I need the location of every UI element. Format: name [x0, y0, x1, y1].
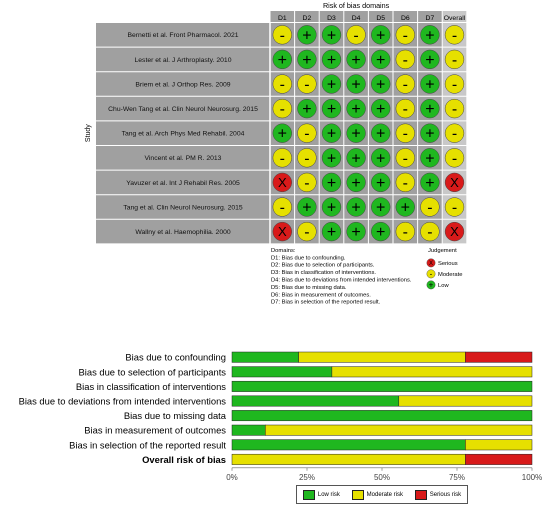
category-label: Bias due to deviations from intended interventions — [18, 395, 226, 407]
judgement-symbol: - — [304, 224, 310, 242]
judgement-symbol: - — [427, 199, 433, 217]
judgement-symbol: + — [326, 199, 337, 217]
x-tick-label: 75% — [448, 472, 466, 482]
judgement-symbol: + — [425, 150, 435, 168]
bar-segment-low — [232, 425, 265, 435]
judgement-symbol: + — [351, 76, 361, 94]
legend-swatch-low — [303, 490, 315, 500]
domains-title: Risk of bias domains — [322, 1, 390, 10]
legend-item-serious — [415, 490, 461, 500]
judgement-symbol: + — [351, 125, 361, 143]
judgement-symbol: - — [451, 101, 458, 119]
judgement-legend-symbol: X — [428, 260, 434, 267]
judgement-symbol: - — [279, 27, 285, 45]
bar-segment-moderate — [399, 396, 532, 406]
judgement-symbol: + — [302, 51, 312, 69]
judgement-symbol: + — [326, 174, 337, 192]
judgement-symbol: - — [451, 125, 458, 143]
judgement-symbol: + — [351, 101, 361, 119]
column-header: Overall — [443, 15, 466, 22]
judgement-legend-symbol: - — [429, 269, 433, 279]
judgement-symbol: + — [351, 51, 361, 69]
domain-list-item: D6: Bias in measurement of outcomes. — [271, 292, 371, 299]
judgement-legend-label: Serious — [438, 260, 458, 267]
judgement-symbol: + — [425, 174, 435, 192]
study-axis-label: Study — [85, 124, 92, 143]
legend-item-low — [303, 490, 340, 500]
x-tick-label: 25% — [298, 472, 316, 482]
legend-label-serious: Serious risk — [429, 491, 462, 498]
judgement-symbol: X — [277, 224, 287, 240]
category-label: Bias in selection of the reported result — [69, 439, 226, 451]
column-header: D7 — [425, 15, 435, 22]
judgement-symbol: + — [400, 199, 410, 217]
judgement-symbol: + — [351, 199, 361, 217]
judgement-symbol: - — [427, 224, 433, 242]
study-label: Chu-Wen Tang et al. Clin Neurol Neurosurg. 2015 — [108, 106, 258, 113]
judgement-symbol: + — [302, 199, 312, 217]
judgement-symbol: - — [402, 101, 408, 119]
judgement-symbol: + — [376, 51, 386, 69]
bar-segment-serious — [465, 352, 532, 362]
column-header: D4 — [351, 15, 361, 22]
judgement-symbol: + — [376, 174, 386, 192]
domain-list-item: D1: Bias due to confounding. — [271, 255, 346, 262]
judgement-symbol: - — [451, 51, 458, 69]
judgement-symbol: + — [425, 76, 435, 94]
judgement-symbol: - — [402, 224, 408, 242]
judgement-symbol: + — [351, 224, 361, 242]
judgement-legend-label: Moderate — [438, 271, 463, 278]
domain-list-title: Domains: — [271, 247, 296, 254]
category-label: Bias in classification of interventions — [75, 380, 226, 392]
judgement-symbol: + — [351, 150, 361, 168]
judgement-symbol: - — [451, 199, 458, 217]
judgement-symbol: - — [451, 150, 458, 168]
judgement-legend-label: Low — [438, 282, 449, 289]
x-tick-label: 50% — [373, 472, 391, 482]
bar-segment-moderate — [465, 440, 532, 450]
category-label: Overall risk of bias — [142, 453, 226, 465]
summary-bar-chart — [0, 330, 550, 485]
judgement-symbol: - — [402, 51, 408, 69]
bar-segment-low — [232, 396, 399, 406]
judgement-symbol: + — [425, 27, 435, 45]
judgement-symbol: + — [425, 125, 435, 143]
legend-swatch-moderate — [352, 490, 364, 500]
judgement-symbol: + — [376, 76, 386, 94]
bar-segment-moderate — [265, 425, 532, 435]
study-label: Bernetti et al. Front Pharmacol. 2021 — [127, 32, 239, 40]
study-label: Tang et al. Clin Neurol Neurosurg. 2015 — [123, 204, 243, 212]
judgement-symbol: + — [326, 101, 337, 119]
judgement-symbol: + — [326, 27, 337, 45]
judgement-symbol: - — [402, 150, 408, 168]
bar-segment-low — [232, 367, 332, 377]
column-header: D2 — [302, 15, 312, 22]
column-header: D6 — [400, 15, 410, 22]
bar-segment-moderate — [232, 454, 465, 464]
judgement-legend-symbol: + — [428, 280, 434, 290]
judgement-symbol: - — [304, 125, 310, 143]
judgement-symbol: - — [451, 27, 458, 45]
judgement-symbol: + — [376, 224, 386, 242]
judgement-symbol: + — [326, 224, 337, 242]
judgement-symbol: + — [326, 150, 337, 168]
judgement-symbol: - — [402, 125, 408, 143]
judgement-symbol: + — [326, 76, 337, 94]
judgement-symbol: + — [302, 27, 312, 45]
judgement-legend-title: Judgement — [428, 247, 457, 254]
legend-item-moderate — [352, 490, 403, 500]
judgement-symbol: - — [304, 150, 310, 168]
category-label: Bias in measurement of outcomes — [84, 424, 226, 436]
bar-segment-low — [232, 381, 532, 391]
judgement-symbol: - — [353, 27, 359, 45]
category-label: Bias due to missing data — [123, 410, 226, 422]
judgement-symbol: + — [425, 101, 435, 119]
judgement-symbol: + — [376, 199, 386, 217]
legend-swatch-serious — [415, 490, 427, 500]
domain-list-item: D5: Bias due to missing data. — [271, 284, 347, 291]
judgement-symbol: - — [304, 174, 310, 192]
study-label: Yavuzer et al. Int J Rehabil Res. 2005 — [126, 179, 240, 187]
judgement-symbol: - — [402, 76, 408, 94]
judgement-symbol: - — [402, 27, 408, 45]
judgement-symbol: X — [450, 224, 459, 240]
bar-segment-low — [232, 410, 532, 420]
category-label: Bias due to selection of participants — [78, 366, 226, 378]
judgement-symbol: - — [279, 199, 285, 217]
column-header: D1 — [277, 15, 287, 22]
judgement-symbol: + — [376, 150, 386, 168]
judgement-symbol: - — [402, 174, 408, 192]
judgement-symbol: + — [277, 125, 287, 143]
judgement-symbol: + — [351, 174, 361, 192]
judgement-symbol: - — [304, 76, 310, 94]
domain-list-item: D3: Bias in classification of interventions. — [271, 270, 377, 277]
judgement-symbol: + — [376, 101, 386, 119]
bar-segment-low — [232, 440, 465, 450]
domain-list-item: D7: Bias in selection of the reported result. — [271, 299, 381, 306]
judgement-symbol: X — [277, 174, 287, 190]
judgement-symbol: + — [302, 101, 312, 119]
study-label: Vincent et al. PM R. 2013 — [144, 155, 222, 163]
domain-list-item: D2: Bias due to selection of participants. — [271, 262, 375, 269]
bar-legend — [296, 485, 468, 504]
legend-label-moderate: Moderate risk — [366, 491, 403, 498]
judgement-symbol: - — [279, 76, 285, 94]
judgement-symbol: X — [450, 174, 459, 190]
judgement-symbol: - — [451, 76, 458, 94]
bar-segment-low — [232, 352, 299, 362]
judgement-symbol: + — [277, 51, 287, 69]
column-header: D5 — [376, 15, 386, 22]
domain-list-item: D4: Bias due to deviations from intended interventions. — [271, 277, 412, 284]
column-header: D3 — [327, 15, 336, 22]
bar-segment-moderate — [299, 352, 466, 362]
judgement-symbol: + — [326, 51, 337, 69]
judgement-symbol: + — [376, 27, 386, 45]
study-label: Wallny et al. Haemophilia. 2000 — [135, 229, 231, 236]
legend-label-low: Low risk — [317, 491, 340, 498]
judgement-symbol: + — [326, 125, 337, 143]
judgement-symbol: - — [279, 150, 285, 168]
judgement-symbol: - — [279, 101, 285, 119]
category-label: Bias due to confounding — [125, 351, 226, 363]
study-label: Tang et al. Arch Phys Med Rehabil. 2004 — [121, 130, 245, 138]
x-tick-label: 0% — [226, 472, 238, 482]
judgement-symbol: + — [425, 51, 435, 69]
study-label: Lester et al. J Arthroplasty. 2010 — [134, 56, 232, 64]
bar-segment-serious — [465, 454, 532, 464]
x-tick-label: 100% — [521, 472, 543, 482]
bar-segment-moderate — [332, 367, 532, 377]
judgement-symbol: + — [376, 125, 386, 143]
study-label: Briem et al. J Orthop Res. 2009 — [135, 81, 231, 89]
